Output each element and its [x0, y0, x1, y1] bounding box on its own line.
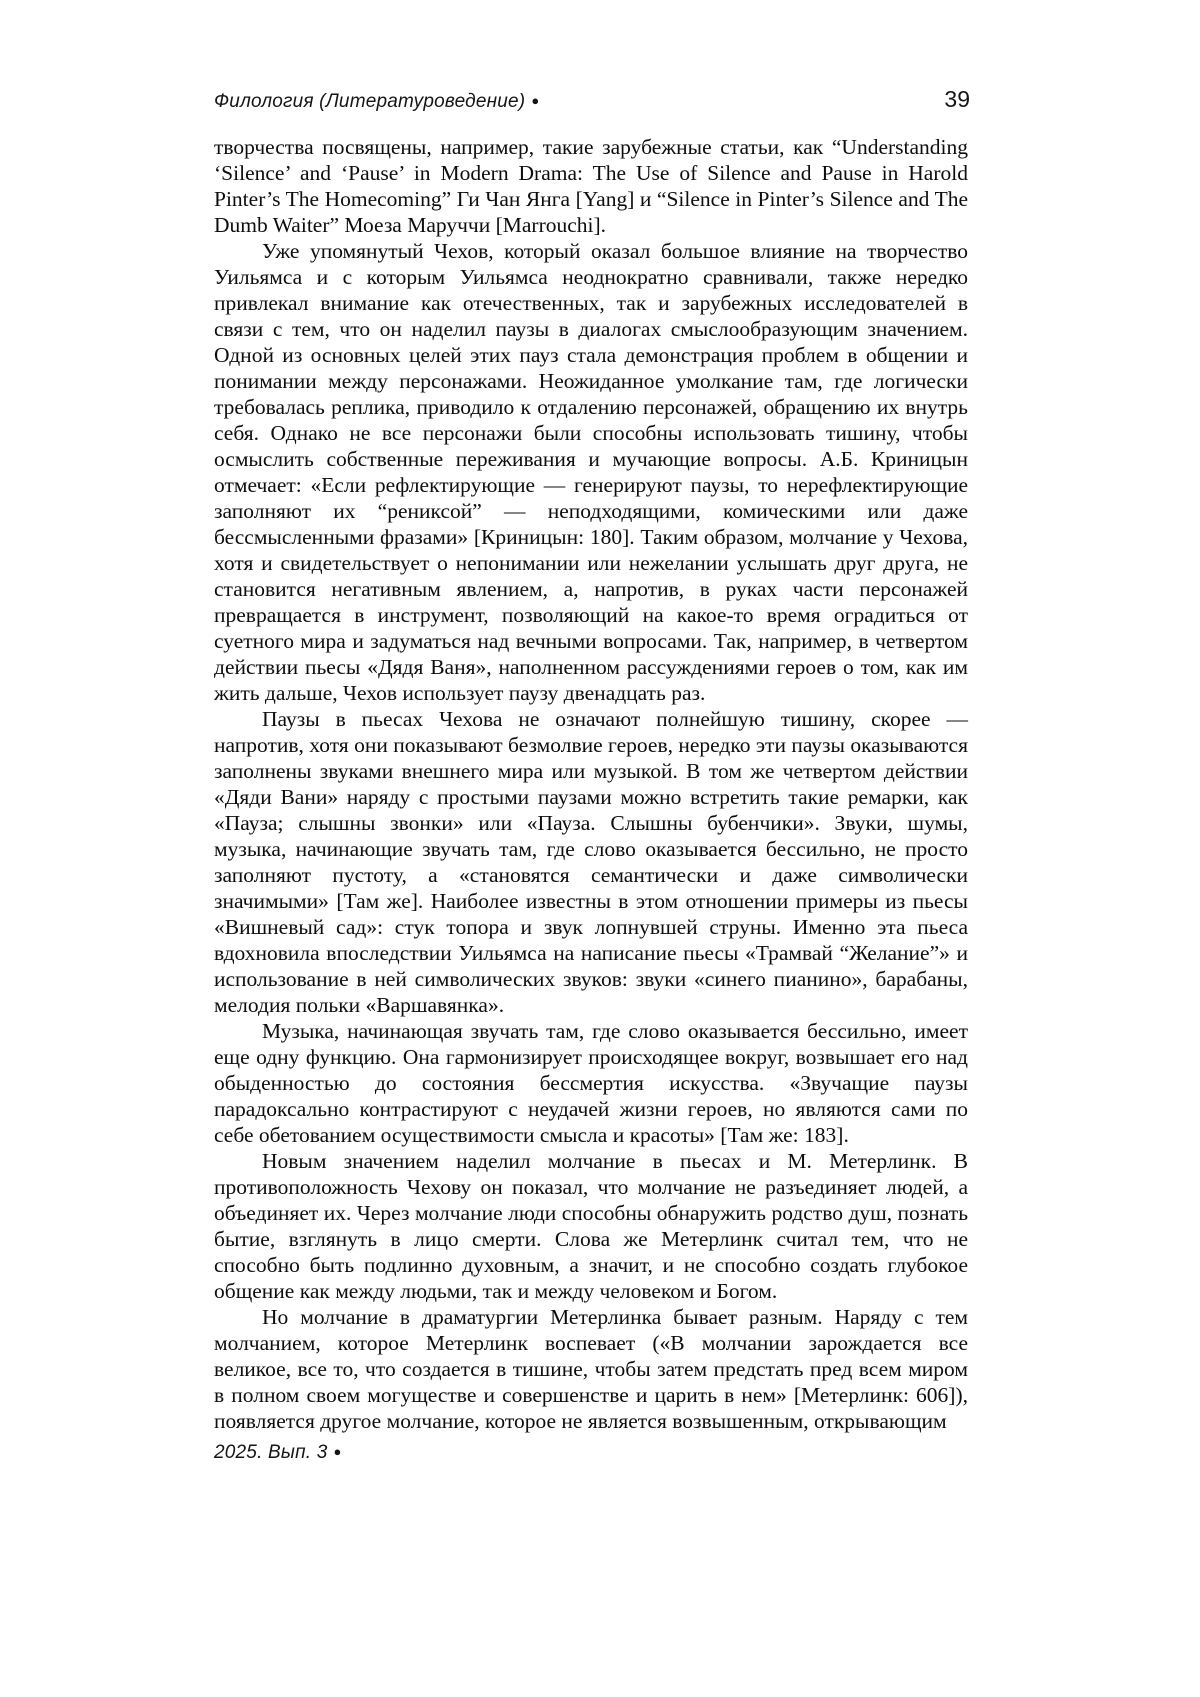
paragraph-continuation: творчества посвящены, например, такие зарубежные статьи, как “Understanding ‘Silence’ and ‘Pause’ in Modern Drama: The Use of Silence and Pause in Harold Pinter’s The Homecoming” Ги Чан Янга [Yang] и “Silence in Pinter’s Silence and The Dumb Waiter” Моеза Маруччи [Marrouchi]. [214, 135, 968, 237]
paragraph: Новым значением наделил молчание в пьесах и М. Метерлинк. В противоположность Чехову он показал, что молчание не разъединяет людей, а объединяет их. Через молчание люди способны обнаружить родство душ, познать бытие, взглянуть в лицо смерти. Слова же Метерлинк считал тем, что не способно быть подлинно духовным, а значит, и не способно создать глубокое общение как между людьми, так и между человеком и Богом. [214, 1149, 968, 1303]
paragraph: Паузы в пьесах Чехова не означают полнейшую тишину, скорее — напротив, хотя они показывают безмолвие героев, нередко эти паузы оказываются заполнены звуками внешнего мира или музыкой. В том же четвертом действии «Дяди Вани» наряду с простыми паузами можно встретить такие ремарки, как «Пауза; слышны звонки» или «Пауза. Слышны бубенчики». Звуки, шумы, музыка, начинающие звучать там, где слово оказывается бессильно, не просто заполняют пустоту, а «становятся семантически и даже символически значимыми» [Там же]. Наиболее известны в этом отношении примеры из пьесы «Вишневый сад»: стук топора и звук лопнувшей струны. Именно эта пьеса вдохновила впоследствии Уильямса на написание пьесы «Трамвай “Желание”» и использование в ней символических звуков: звуки «синего пианино», барабаны, мелодия польки «Варшавянка». [214, 707, 968, 1017]
running-title-text: Филология (Литературоведение) [214, 91, 526, 112]
article-body [214, 134, 968, 1434]
paragraph: Уже упомянутый Чехов, который оказал большое влияние на творчество Уильямса и с которым Уильямса неоднократно сравнивали, также нередко привлекал внимание как отечественных, так и зарубежных исследователей в связи с тем, что он наделил паузы в диалогах смыслообразующим значением. Одной из основных целей этих пауз стала демонстрация проблем в общении и понимании между персонажами. Неожиданное умолкание там, где логически требовалась реплика, приводило к отдалению персонажей, обращению их внутрь себя. Однако не все персонажи были способны использовать тишину, чтобы осмыслить собственные переживания и мучающие вопросы. А.Б. Криницын отмечает: «Если рефлектирующие — генерируют паузы, то нерефлектирующие заполняют их “рениксой” — неподходящими, комическими или даже бессмысленными фразами» [Криницын: 180]. Таким образом, молчание у Чехова, хотя и свидетельствует о непонимании или нежелании услышать друг друга, не становится негативным явлением, а, напротив, в руках части персонажей превращается в инструмент, позволяющий на какое-то время оградиться от суетного мира и задуматься над вечными вопросами. Так, например, в четвертом действии пьесы «Дядя Ваня», наполненном рассуждениями героев о том, как им жить дальше, Чехов использует паузу двенадцать раз. [214, 239, 968, 705]
paragraph: Но молчание в драматургии Метерлинка бывает разным. Наряду с тем молчанием, которое Метерлинк воспевает («В молчании зарождается все великое, все то, что создается в тишине, чтобы затем предстать пред всем миром в полном своем могуществе и совершенстве и царить в нем» [Метерлинк: 606]), появляется другое молчание, которое не является возвышенным, открывающим [214, 1305, 968, 1433]
header-bullet-icon: ● [531, 93, 540, 108]
page-number: 39 [944, 86, 970, 112]
footer-issue-text: 2025. Вып. 3 [214, 1442, 328, 1463]
running-title [214, 91, 539, 113]
paragraph: Музыка, начинающая звучать там, где слово оказывается бессильно, имеет еще одну функцию. Она гармонизирует происходящее вокруг, возвышает его над обыденностью до состояния бессмертия искусства. «Звучащие паузы парадоксально контрастируют с неудачей жизни героев, но являются сами по себе обетованием осуществимости смысла и красоты» [Там же: 183]. [214, 1019, 968, 1147]
footer-issue-line [214, 1442, 342, 1464]
running-head [214, 86, 970, 113]
footer-bullet-icon: ● [333, 1444, 342, 1459]
